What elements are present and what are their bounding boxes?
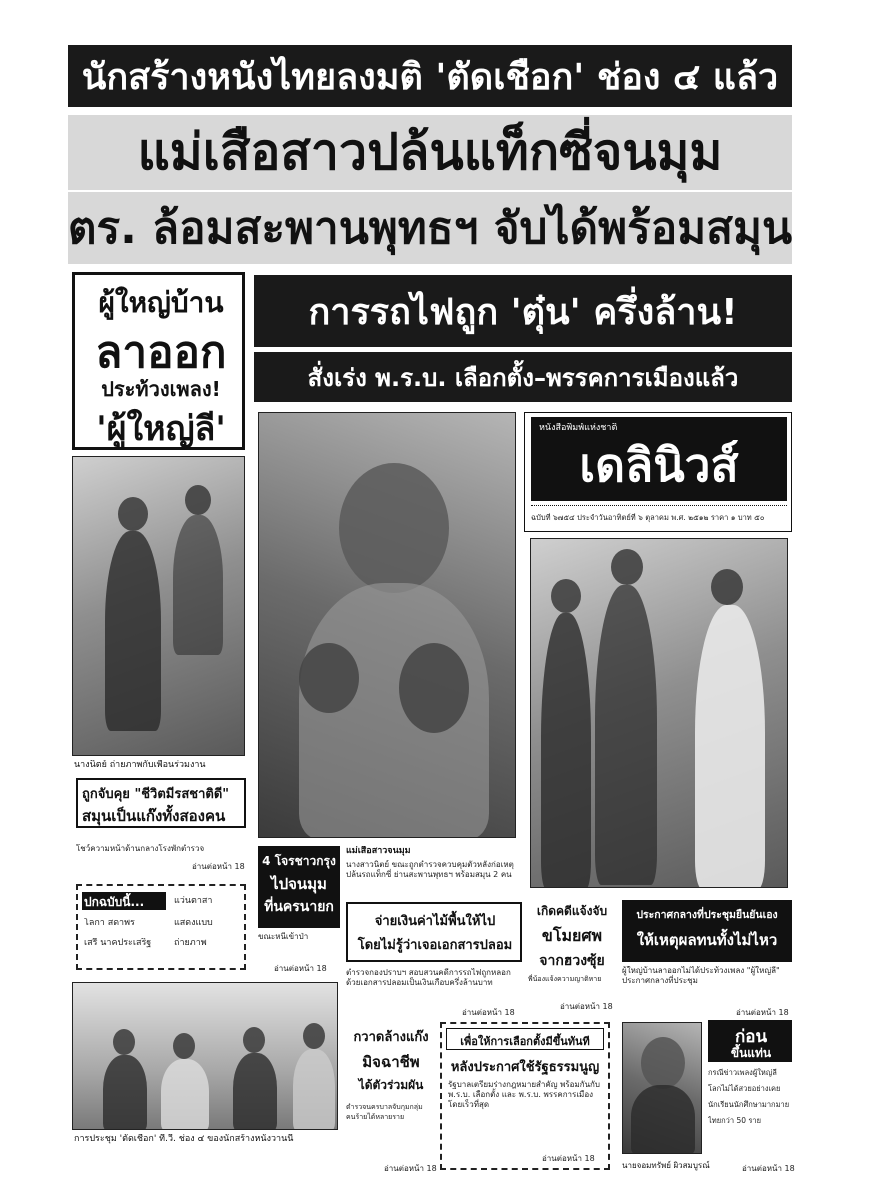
before-news-item-1: โลกไม่ได้สวยอย่างเคย [708, 1084, 781, 1093]
main-headline-1: แม่เสือสาวปล้นแท็กซี่จนมุม [68, 115, 792, 190]
election-body: รัฐบาลเตรียมร่างกฎหมายสำคัญ พร้อมกันกับ พ.ร.บ. เลือกตั้ง และ พ.ร.บ. พรรคการเมือง โดยเร็วที่สุด [448, 1080, 600, 1109]
index-box [76, 884, 246, 970]
gang-sweep-line1: กวาดล้างแก๊ง [353, 1030, 429, 1045]
village-head-line2: ลาออก [95, 327, 227, 378]
election-continued: อ่านต่อหน้า 18 [542, 1154, 595, 1163]
issue-line: ฉบับที่ ๖๗๕๔ ประจำวันอาทิตย์ที่ ๖ ตุลาคม พ.ศ. ๒๕๑๒ ราคา ๑ บาท ๕๐ [531, 513, 765, 522]
village-head-line1: ผู้ใหญ่บ้าน [98, 286, 224, 319]
sweet-life-box [76, 778, 246, 828]
index-item-0: แว่นตาสา [174, 896, 213, 906]
left-photo [72, 456, 245, 756]
before-news-item-0: กรณีข่าวเพลงผู้ใหญ่ลี [708, 1068, 777, 1077]
sweet-life-continued: อ่านต่อหน้า 18 [192, 862, 245, 871]
corpse-line1: เกิดคดีแจ้งจับ [536, 904, 608, 918]
center-photo-caption-body: นางสาวนิตย์ ขณะถูกตำรวจควบคุมตัวหลังก่อเหตุปล้นรถแท็กซี่ ย่านสะพานพุทธฯ พร้อมสมุน 2 คน [346, 860, 514, 879]
fake-docs-continued: อ่านต่อหน้า 18 [462, 1008, 515, 1017]
robbers-continued: อ่านต่อหน้า 18 [274, 964, 327, 973]
robbers-line2: ไปจนมุม [271, 875, 327, 893]
corpse-line2: ขโมยศพ [541, 926, 603, 945]
meeting-photo-caption: การประชุม 'ตัดเชือก' ที.วี. ช่อง ๔ ของนักสร้างหนังวานนี้ [74, 1134, 294, 1144]
announcement-body: ผู้ใหญ่บ้านลาออกไม่ได้ประท้วงเพลง "ผู้ใหญ่ลี" ประกาศกลางที่ประชุม [622, 966, 780, 985]
robbers-line1: 4 โจรชาวกรุง [262, 854, 336, 868]
logo-tagline: หนังสือพิมพ์แห่งชาติ [539, 423, 618, 433]
corpse-body: พี่น้องแจ้งความญาติหาย [528, 975, 602, 983]
right-photo [530, 538, 788, 888]
center-photo-caption: แม่เสือสาวจนมุม [346, 846, 411, 856]
before-news-title-box [708, 1020, 792, 1062]
village-head-box [72, 272, 245, 450]
portrait-caption: นายจอมทรัพย์ ผิวสมบูรณ์ [622, 1161, 710, 1170]
index-title-bg [82, 892, 166, 910]
election-line1: เพื่อให้การเลือกตั้งมีขึ้นทันที [460, 1035, 590, 1048]
announcement-line2: ให้เหตุผลทนทั้งไม่ไหว [636, 931, 778, 949]
before-news-title-1: ก่อน [734, 1027, 768, 1047]
index-title: ปกฉบับนี้... [84, 895, 145, 909]
railway-headline: การรถไฟถูก 'ตุ๋น' ครึ่งล้าน! [254, 275, 792, 347]
before-news-title-2: ขึ้นแท่น [730, 1046, 772, 1060]
gang-sweep-body: ตำรวจนครบาลจับกุมกลุ่มคนร้ายได้หลายราย [346, 1103, 423, 1121]
meeting-photo [72, 982, 338, 1130]
before-news-continued: อ่านต่อหน้า 18 [742, 1164, 795, 1173]
fake-docs-headline-1: จ่ายเงินค่าไม้พื้นให้ไป [374, 914, 496, 929]
gang-sweep-continued: อ่านต่อหน้า 18 [384, 1164, 437, 1173]
corpse-line3: จากฮวงซุ้ย [539, 953, 605, 969]
center-photo [258, 412, 516, 838]
announcement-line1: ประกาศกลางที่ประชุมยืนยันเอง [636, 909, 778, 921]
index-item-3: เสรี นาคประเสริฐ [84, 938, 152, 948]
logo-banner [531, 417, 787, 501]
robbers-body: ขณะหนีเข้าป่า [258, 932, 309, 941]
sweet-life-headline-2: สมุนเป็นแก๊งทั้งสองคน [82, 807, 226, 825]
election-box [440, 1022, 610, 1170]
gang-sweep-line3: ได้ตัวร่วมผัน [358, 1078, 424, 1092]
robbers-line3: ที่นครนายก [264, 899, 334, 915]
sweet-life-headline-1: ถูกจับคุย "ชีวิตมีรสชาติดี" [82, 787, 230, 802]
fake-docs-headline-2: โดยไม่รู้ว่าเจอเอกสารปลอม [357, 938, 513, 953]
announcement-box [622, 900, 792, 962]
portrait-photo [622, 1022, 702, 1154]
robbers-box [258, 846, 340, 928]
logo-name: เดลินิวส์ [579, 438, 739, 492]
index-item-1: โลกา สดาพร [84, 918, 135, 928]
fake-docs-body: ตำรวจกองปราบฯ สอบสวนคดีการรถไฟถูกหลอกด้วยเอกสารปลอมเป็นเงินเกือบครึ่งล้านบาท [346, 968, 511, 987]
fake-docs-box [346, 902, 522, 962]
corpse-continued: อ่านต่อหน้า 18 [560, 1002, 613, 1011]
announcement-continued: อ่านต่อหน้า 18 [736, 1008, 789, 1017]
logo-block [524, 412, 792, 532]
village-head-line3: ประท้วงเพลง! [101, 377, 221, 401]
village-head-line4: 'ผู้ใหญ่ลี' [96, 409, 226, 449]
left-photo-caption: นางนิตย์ ถ่ายภาพกับเพื่อนร่วมงาน [74, 760, 206, 770]
gang-sweep-line2: มิจฉาชีพ [362, 1053, 420, 1071]
railway-subheadline: สั่งเร่ง พ.ร.บ. เลือกตั้ง–พรรคการเมืองแล้ว [254, 352, 792, 402]
gang-sweep-story [346, 1022, 436, 1146]
index-item-4: ถ่ายภาพ [174, 938, 207, 948]
before-news-item-2: นักเรียนนักศึกษามากมาย [708, 1100, 790, 1109]
top-banner-headline: นักสร้างหนังไทยลงมติ 'ตัดเชือก' ช่อง ๔ แล้ว [68, 45, 792, 107]
index-item-2: แสดงแบบ [174, 918, 213, 928]
sweet-life-body: โชว์ความหน้าด้านกลางโรงพักตำรวจ [76, 844, 205, 853]
before-news-item-3: ไทยกว่า 50 ราย [708, 1116, 762, 1125]
election-line2: หลังประกาศใช้รัฐธรรมนูญ [450, 1060, 600, 1075]
corpse-story [528, 898, 616, 992]
main-headline-2: ตร. ล้อมสะพานพุทธฯ จับได้พร้อมสมุน [68, 192, 792, 264]
